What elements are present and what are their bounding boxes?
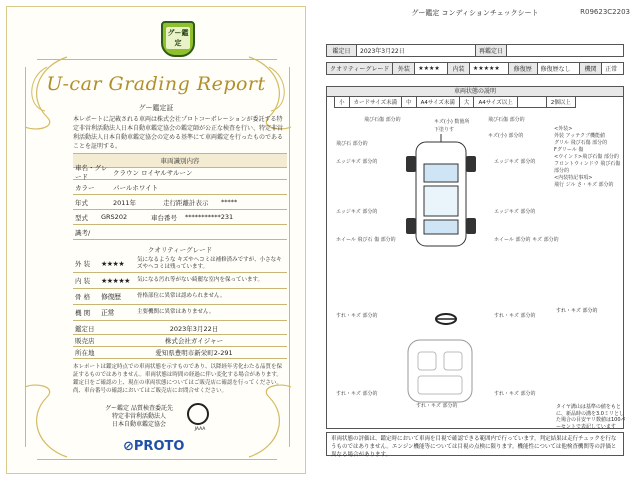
callout: エッジキズ 部分的	[336, 159, 378, 165]
scale-cell: A4サイズ未満	[416, 96, 460, 108]
scale-cell: 2個以上	[546, 96, 576, 108]
date-label: 鑑定日	[327, 45, 357, 57]
interior-stars: ★★★★★	[469, 63, 508, 75]
callout: エッジキズ 部分的	[336, 209, 378, 215]
repair-label: 修復歴	[508, 63, 537, 75]
certificate-subtitle: グー鑑定証	[138, 104, 174, 112]
model-row	[73, 165, 287, 180]
mileage-label: 走行距離計表示	[163, 198, 209, 207]
steering-wheel-icon	[434, 312, 458, 326]
callout: 下塗りす	[434, 127, 455, 133]
remarks-label: 識考/	[75, 228, 91, 237]
scale-cell: 小	[334, 96, 350, 108]
scale-cell: A4サイズ以上	[473, 96, 517, 108]
location-value: 愛知県豊明市新栄町2-291	[155, 349, 233, 357]
car-top-view-diagram	[396, 134, 486, 254]
sheet-code: R09623C2203	[580, 8, 630, 16]
callout: すれ・キズ 部分的	[494, 391, 536, 397]
callout: 飛び石傷 部分的	[488, 117, 525, 123]
proto-text: PROTO	[133, 439, 185, 454]
scale-cell: 大	[459, 96, 475, 108]
dealer-label: 販売店	[75, 337, 95, 345]
year-value: 2011年	[113, 198, 137, 207]
model-label: 車名・グレード	[75, 164, 108, 181]
chassis-label: 車台番号	[151, 213, 177, 222]
quality-stars: ★★★★	[101, 259, 125, 268]
jaaa-label: JAAA	[194, 427, 206, 432]
scale-cell: 中	[401, 96, 417, 108]
quality-desc: 主要機関に異常はありません。	[137, 309, 215, 315]
damage-scale	[334, 96, 575, 108]
quality-grade: 修復歴	[101, 292, 121, 301]
dealer-value: 株式会社ガイジャー	[164, 337, 224, 345]
interior-legend: すれ・キズ 部分的	[556, 308, 598, 314]
type-row	[73, 210, 287, 225]
callout: すれ・キズ 部分的	[416, 403, 458, 409]
goo-badge-logo	[161, 21, 195, 57]
bottom-left-scroll-ornament	[17, 367, 77, 467]
date-row	[73, 323, 287, 335]
car-interior-diagram	[400, 336, 480, 406]
exterior-stars: ★★★★	[415, 63, 448, 75]
proto-logo: ⊘PROTO	[123, 439, 185, 454]
sheet-date-table	[326, 44, 624, 57]
grading-certificate	[6, 6, 306, 474]
remarks-row	[73, 225, 287, 240]
jaaa-seal-logo	[187, 403, 209, 425]
quality-section-heading: クオリティーグレード	[147, 246, 213, 254]
callout: すれ・キズ 部分的	[494, 313, 536, 319]
organization-block	[99, 405, 179, 429]
repair-value: 修復歴なし	[537, 63, 580, 75]
callout: すれ・キズ 部分的	[336, 313, 378, 319]
sheet-bottom-note: 車両状態の評価は、鑑定時において車両を目視で確認できる範囲内で行っています。判定結果は走行チェックを行なうものではありません。エンジン機能等については目視の点検に限ります。機能性については他検査機関等の評価と異なる場合があります。	[326, 432, 624, 456]
location-label: 所在地	[75, 349, 95, 357]
quality-row-frame	[73, 289, 287, 305]
year-label: 年式	[75, 198, 88, 207]
vehicle-section-heading: 車両識別内容	[73, 153, 287, 168]
condition-check-sheet	[316, 6, 634, 474]
model-value: クラウン ロイヤルサルーン	[113, 168, 193, 177]
badge-text: グー鑑定	[167, 29, 189, 47]
mileage-value: *****	[221, 198, 238, 206]
scale-cell: カードサイズ未満	[349, 96, 403, 108]
quality-stars: ★★★★★	[101, 276, 130, 285]
quality-desc: 骨格部位に異常は認められません。	[137, 293, 226, 299]
certificate-title: U-car Grading Report	[46, 73, 266, 95]
type-label: 型式	[75, 213, 88, 222]
color-row	[73, 180, 287, 195]
color-label: カラー	[75, 183, 95, 192]
recheck-value	[507, 45, 624, 57]
callout: すれ・キズ 部分的	[336, 391, 378, 397]
sheet-quality-table	[326, 62, 624, 75]
org-line: 特定非営利活動法人	[111, 413, 166, 420]
engine-label: 機関	[580, 63, 602, 75]
exterior-legend: <外装> 外装 アッテクブ機能値 グリル 飛び石傷 部分的 Fグリール 傷 <ウインド>飛び石傷 部分的 フロントウィンドウ 飛び石傷 部分的 <内装特記事項> 飛行 ジル さ・キズ 部分的	[554, 126, 621, 188]
callout: エッジキズ 部分的	[494, 159, 536, 165]
scale-cell	[517, 96, 547, 108]
engine-value: 正常	[602, 63, 624, 75]
sheet-title: グー鑑定 コンディションチェックシート	[411, 9, 539, 17]
type-value: GRS202	[101, 213, 128, 221]
quality-label: 骨 格	[75, 293, 91, 301]
interior-label: 内装	[448, 63, 470, 75]
callout: キズ(小) 数箇所	[434, 119, 470, 125]
quality-row-interior	[73, 273, 287, 289]
tire-legend: タイヤ溝山は基準の値をもとに、新品時の溝を3.0ミリとした場合の目安ヤリ数値は100パーセントで表記しています	[556, 404, 626, 430]
quality-desc: 気になるような キズやヘコミは補修済みですが、小さなキズやヘコミは残っています。	[137, 256, 282, 270]
date-value: 2023年3月22日	[169, 325, 219, 333]
exterior-label: 外装	[393, 63, 415, 75]
quality-row-exterior	[73, 255, 287, 273]
color-value: パールホワイト	[113, 183, 159, 192]
certificate-footer-note: 本レポートは鑑定時点での車両状態を示すものであり、以降経年劣化わたる品質を保証するものではありません。車両状態は時間の経過に伴い変化する場合があります。鑑定日をご確認の上、現在の車両状態についてはご販売店に確認を行ってください。尚、車台番号の確認においてはご販売店にお問合せください。	[73, 364, 283, 394]
certificate-intro: 本レポートに記載される車両は株式会社プロトコーポレーションが委託する特定非営利活動法人日本自動車鑑定協会の鑑定師が公正な検査を行い、特定非営利活動法人日本自動車鑑定協会の定める基準にて車両鑑定を行ったものであることを証明する。	[73, 116, 284, 150]
callout: 飛び石 部分的	[336, 141, 368, 147]
callout: ホイール 部分的 キズ 部分的	[494, 237, 559, 243]
callout: キズ(小) 部分的	[488, 133, 524, 139]
quality-label: 外 装	[75, 260, 91, 268]
callout: ホイール 飛び石 傷 部分的	[336, 237, 396, 243]
date-value: 2023年3月22日	[357, 45, 476, 57]
quality-label: クオリティーグレード	[327, 63, 393, 75]
location-row	[73, 347, 287, 359]
quality-grade: 正常	[101, 308, 114, 317]
org-line: グー鑑定 品質検査委託先	[105, 405, 173, 412]
year-row	[73, 195, 287, 210]
callout: エッジキズ 部分的	[494, 209, 536, 215]
callout: 飛び石傷 部分的	[364, 117, 401, 123]
recheck-label: 再鑑定日	[476, 45, 507, 57]
quality-row-engine	[73, 305, 287, 321]
date-label: 鑑定日	[75, 325, 95, 333]
quality-label: 内 装	[75, 277, 91, 285]
chassis-value: ***********231	[185, 213, 234, 221]
quality-desc: 気になる汚れ等がない綺麗な室内を保っています。	[137, 277, 264, 283]
org-line: 日本自動車鑑定協会	[111, 421, 166, 428]
dealer-row	[73, 335, 287, 347]
status-heading: 車両状態の説明	[326, 86, 624, 97]
quality-label: 機 関	[75, 309, 91, 317]
